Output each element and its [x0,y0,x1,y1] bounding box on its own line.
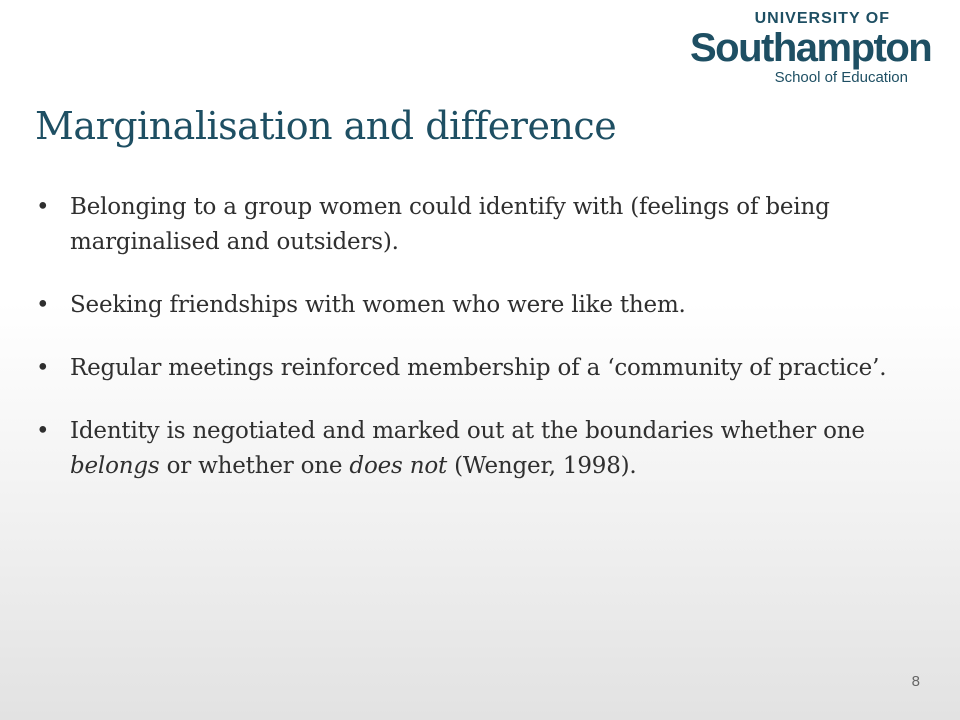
bullet-item [36,351,936,386]
logo-southampton: Southampton [690,26,932,70]
bullet-text-part: or whether one [159,453,350,479]
bullet-item [36,190,936,260]
page-number: 8 [911,673,920,690]
logo-school-of-education: School of Education [774,69,908,86]
bullet-text-part: Identity is negotiated and marked out at the boundaries whether one [70,418,865,444]
bullet-text-emphasis: belongs [70,453,160,479]
logo-university-of: UNIVERSITY OF [754,10,890,27]
bullet-text-part: (Wenger, 1998). [447,453,637,479]
bullet-list [36,190,936,512]
bullet-item [36,414,936,484]
bullet-text: Belonging to a group women could identify with (feelings of being marginalised and outsiders). [70,194,830,255]
bullet-item [36,288,936,323]
bullet-text: Seeking friendships with women who were like them. [70,292,686,318]
bullet-text: Regular meetings reinforced membership of a ‘community of practice’. [70,355,887,381]
slide-title: Marginalisation and difference [35,104,617,148]
bullet-text-emphasis: does not [349,453,448,479]
university-logo [690,10,932,88]
